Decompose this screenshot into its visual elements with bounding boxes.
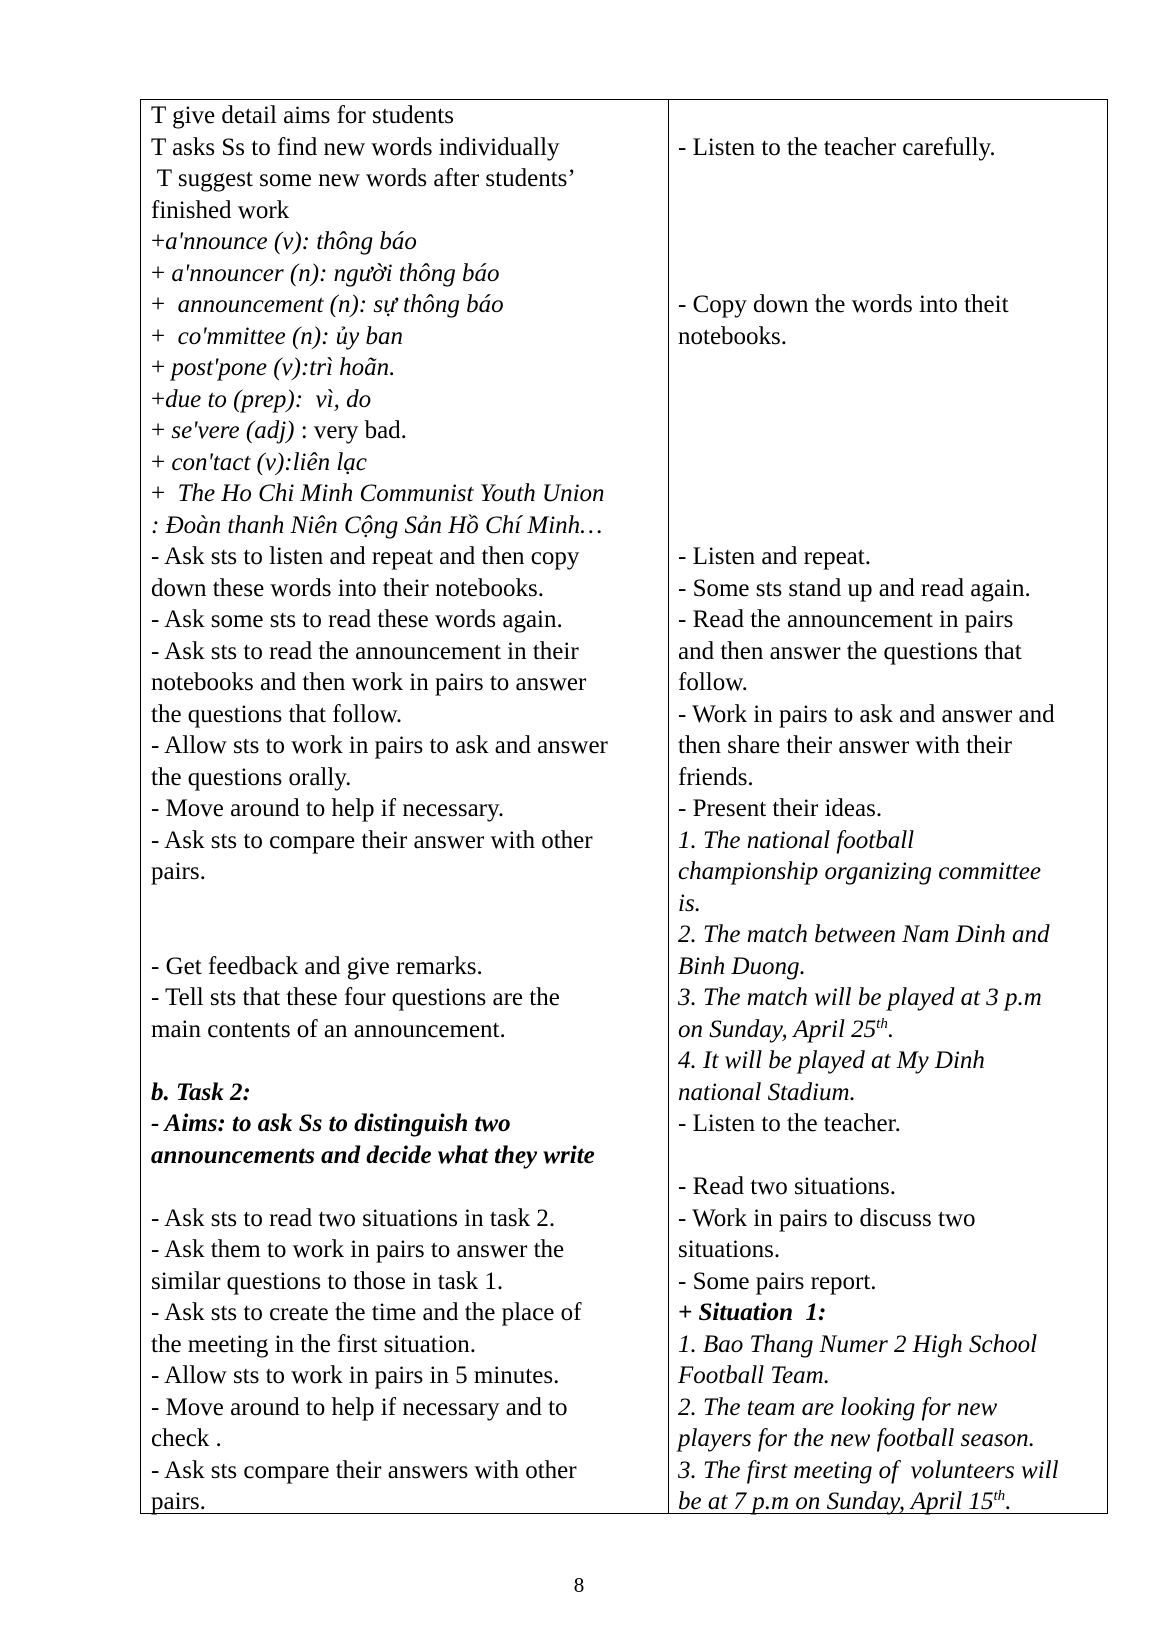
teacher-line	[151, 1297, 663, 1329]
line-text: - Ask sts to read the announcement in their	[151, 637, 579, 665]
line-text: con'tact (v):liên lạc	[171, 448, 367, 476]
teacher-line	[151, 384, 663, 416]
bullet-prefix: +	[151, 291, 178, 318]
line-text: pairs.	[151, 858, 206, 885]
teacher-line	[151, 1423, 663, 1455]
teacher-line	[151, 1203, 663, 1235]
teacher-line	[151, 163, 663, 195]
bullet-prefix: +	[151, 354, 172, 381]
line-text: - Listen and repeat.	[678, 543, 871, 570]
teacher-line	[151, 888, 663, 920]
line-text: - Aims: to ask Ss to distinguish two	[151, 1110, 511, 1137]
teacher-line	[151, 1360, 663, 1392]
teacher-line	[151, 1108, 663, 1140]
student-line	[678, 1360, 1104, 1392]
teacher-line	[151, 1045, 663, 1077]
student-line	[678, 856, 1104, 888]
line-text: se'vere (adj)	[171, 417, 295, 444]
student-line	[678, 793, 1104, 825]
student-line	[678, 825, 1104, 857]
line-text: check .	[151, 1425, 222, 1452]
student-line	[678, 951, 1104, 983]
teacher-line	[151, 478, 663, 510]
line-text: then share their answer with their	[678, 732, 1012, 759]
teacher-line	[151, 1392, 663, 1424]
line-text: : Đoàn thanh Niên Cộng Sản Hồ Chí Minh…	[151, 511, 603, 539]
student-line	[678, 415, 1104, 447]
line-text: - Copy down the words into theit	[678, 291, 1009, 318]
student-line	[678, 1077, 1104, 1109]
line-text: the questions that follow.	[151, 700, 403, 728]
student-line	[678, 510, 1104, 542]
student-line	[678, 1266, 1104, 1298]
teacher-line	[151, 289, 663, 321]
student-line	[678, 1455, 1104, 1487]
line-text: - Ask sts to create the time and the place of	[151, 1299, 582, 1326]
teacher-line	[151, 1329, 663, 1361]
student-line	[678, 1108, 1104, 1140]
line-text: Football Team.	[678, 1362, 830, 1389]
teacher-line	[151, 825, 663, 857]
line-text: pairs.	[151, 1488, 206, 1515]
line-text: 2. The team are looking for new	[678, 1393, 998, 1421]
line-text: the meeting in the first situation.	[151, 1330, 476, 1358]
teacher-line	[151, 321, 663, 353]
student-line	[678, 163, 1104, 195]
student-line	[678, 730, 1104, 762]
student-line	[678, 447, 1104, 479]
line-text: The Ho Chi Minh Communist Youth Union	[177, 480, 605, 507]
line-text: - Read the announcement in pairs	[678, 606, 1014, 633]
teacher-line	[151, 636, 663, 668]
ordinal-superscript: th	[876, 1015, 888, 1032]
line-text: - Ask them to work in pairs to answer the	[151, 1236, 565, 1263]
line-suffix: .	[887, 1015, 895, 1043]
line-text: + Situation 1:	[678, 1299, 827, 1326]
teacher-line	[151, 699, 663, 731]
teacher-line	[151, 1455, 663, 1487]
student-line	[678, 1329, 1104, 1361]
teacher-line	[151, 856, 663, 888]
line-text: - Some sts stand up and read again.	[678, 574, 1031, 602]
teacher-line	[151, 100, 663, 132]
student-line	[678, 1171, 1104, 1203]
line-text: - Ask sts to listen and repeat and then copy	[151, 543, 580, 570]
line-text: - Move around to help if necessary and to	[151, 1393, 568, 1421]
line-text: 4. It will be played at My Dinh	[678, 1047, 985, 1074]
teacher-line	[151, 762, 663, 794]
bullet-prefix: +	[151, 322, 178, 350]
line-text: Binh Duong.	[678, 952, 806, 980]
teacher-line	[151, 793, 663, 825]
teacher-line	[151, 447, 663, 479]
line-text: - Get feedback and give remarks.	[151, 952, 483, 980]
student-line	[678, 226, 1104, 258]
line-text: the questions orally.	[151, 763, 352, 791]
student-line	[678, 636, 1104, 668]
line-text: - Allow sts to work in pairs in 5 minutes.	[151, 1362, 560, 1389]
teacher-line	[151, 258, 663, 290]
line-text: T suggest some new words after students’	[151, 165, 576, 192]
teacher-line	[151, 1486, 663, 1518]
student-line	[678, 258, 1104, 290]
ordinal-superscript: th	[993, 1488, 1006, 1504]
line-text: T asks Ss to find new words individually	[151, 133, 560, 161]
bullet-prefix: +	[151, 448, 172, 476]
line-text: national Stadium.	[678, 1078, 856, 1106]
line-suffix: .	[1005, 1488, 1012, 1515]
line-text: is.	[678, 889, 701, 917]
line-text: - Ask sts to compare their answer with other	[151, 826, 593, 854]
bullet-prefix: +	[151, 417, 172, 444]
line-text: - Work in pairs to ask and answer and	[678, 700, 1055, 728]
student-line	[678, 982, 1104, 1014]
line-text: - Tell sts that these four questions are the	[151, 984, 560, 1011]
column-divider	[668, 99, 669, 1514]
student-line	[678, 384, 1104, 416]
student-line	[678, 1297, 1104, 1329]
bullet-prefix: +	[151, 259, 172, 287]
teacher-line	[151, 510, 663, 542]
student-line	[678, 1014, 1104, 1046]
line-text: - Some pairs report.	[678, 1267, 877, 1295]
line-text: - Listen to the teacher carefully.	[678, 133, 996, 161]
page-number: 8	[573, 1573, 585, 1597]
teacher-line	[151, 951, 663, 983]
line-text: - Present their ideas.	[678, 795, 883, 822]
teacher-line	[151, 195, 663, 227]
line-text: post'pone (v):trì hoãn.	[171, 354, 396, 381]
line-text: be at 7 p.m on Sunday, April 15	[678, 1488, 994, 1515]
line-text: down these words into their notebooks.	[151, 574, 545, 602]
student-line	[678, 919, 1104, 951]
teacher-line	[151, 667, 663, 699]
line-text: championship organizing committee	[678, 858, 1041, 885]
line-text: - Ask sts to read two situations in task 2.	[151, 1204, 556, 1232]
student-line	[678, 573, 1104, 605]
student-line	[678, 699, 1104, 731]
line-text: - Listen to the teacher.	[678, 1110, 901, 1137]
teacher-line	[151, 541, 663, 573]
teacher-line	[151, 352, 663, 384]
line-text: follow.	[678, 669, 748, 696]
teacher-line	[151, 982, 663, 1014]
student-line	[678, 321, 1104, 353]
line-text: notebooks.	[678, 322, 788, 350]
line-text: - Allow sts to work in pairs to ask and answer	[151, 732, 608, 759]
bullet-prefix: +	[151, 385, 166, 413]
teacher-line	[151, 1234, 663, 1266]
line-text: players for the new football season.	[678, 1425, 1035, 1452]
teacher-line	[151, 1014, 663, 1046]
line-text: and then answer the questions that	[678, 637, 1022, 665]
student-line	[678, 667, 1104, 699]
teacher-line	[151, 1140, 663, 1172]
student-line	[678, 352, 1104, 384]
line-text: - Work in pairs to discuss two	[678, 1204, 976, 1232]
line-text: - Move around to help if necessary.	[151, 795, 505, 822]
teacher-line	[151, 132, 663, 164]
student-line	[678, 132, 1104, 164]
student-line	[678, 1045, 1104, 1077]
student-activities-column	[678, 100, 1104, 1518]
line-text: 3. The first meeting of volunteers will	[678, 1456, 1059, 1484]
line-text: friends.	[678, 763, 754, 791]
teacher-activities-column	[151, 100, 663, 1518]
student-line	[678, 1203, 1104, 1235]
line-suffix: : very bad.	[294, 417, 407, 444]
line-text: 1. The national football	[678, 826, 915, 854]
line-text: 1. Bao Thang Numer 2 High School	[678, 1330, 1038, 1358]
line-text: T give detail aims for students	[151, 102, 454, 129]
line-text: due to (prep): vì, do	[165, 385, 372, 413]
student-line	[678, 1392, 1104, 1424]
teacher-line	[151, 730, 663, 762]
line-text: 2. The match between Nam Dinh and	[678, 921, 1050, 948]
student-line	[678, 1234, 1104, 1266]
line-text: - Ask sts compare their answers with other	[151, 1456, 577, 1484]
teacher-line	[151, 604, 663, 636]
line-text: announcement (n): sự thông báo	[177, 291, 504, 318]
line-text: b. Task 2:	[151, 1078, 251, 1106]
student-line	[678, 1140, 1104, 1172]
line-text: notebooks and then work in pairs to answer	[151, 669, 587, 696]
teacher-line	[151, 573, 663, 605]
line-text: similar questions to those in task 1.	[151, 1267, 504, 1295]
line-text: announcements and decide what they write	[151, 1141, 595, 1169]
student-line	[678, 478, 1104, 510]
teacher-line	[151, 1266, 663, 1298]
student-line	[678, 762, 1104, 794]
student-line	[678, 604, 1104, 636]
teacher-line	[151, 919, 663, 951]
line-text: on Sunday, April 25	[678, 1015, 877, 1043]
bullet-prefix: +	[151, 480, 178, 507]
line-text: a'nnouncer (n): người thông báo	[171, 259, 500, 287]
student-line	[678, 100, 1104, 132]
line-text: - Ask some sts to read these words again.	[151, 606, 563, 633]
student-line	[678, 1486, 1104, 1518]
student-line	[678, 289, 1104, 321]
student-line	[678, 1423, 1104, 1455]
line-text: finished work	[151, 196, 290, 224]
bullet-prefix: +	[151, 228, 166, 255]
line-text: main contents of an announcement.	[151, 1015, 506, 1043]
teacher-line	[151, 1077, 663, 1109]
line-text: situations.	[678, 1236, 781, 1263]
student-line	[678, 195, 1104, 227]
line-text: 3. The match will be played at 3 p.m	[678, 984, 1042, 1011]
teacher-line	[151, 1171, 663, 1203]
student-line	[678, 888, 1104, 920]
line-text: a'nnounce (v): thông báo	[165, 228, 417, 255]
line-text: co'mmittee (n): ủy ban	[177, 322, 404, 350]
line-text: - Read two situations.	[678, 1173, 897, 1200]
teacher-line	[151, 226, 663, 258]
teacher-line	[151, 415, 663, 447]
student-line	[678, 541, 1104, 573]
